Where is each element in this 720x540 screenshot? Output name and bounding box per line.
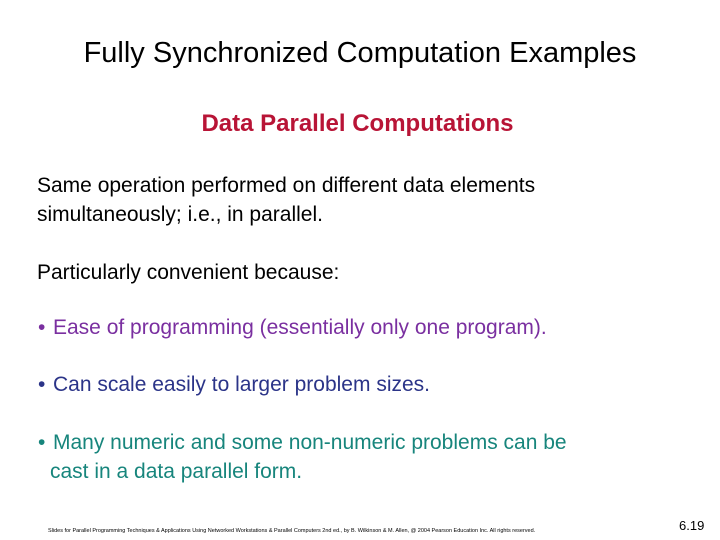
bullet-text: Ease of programming (essentially only one program). <box>53 316 547 339</box>
bullet-marker: • <box>38 373 46 396</box>
bullet-text: Can scale easily to larger problem sizes. <box>53 373 430 396</box>
bullet-text-continued: cast in a data parallel form. <box>50 460 303 483</box>
slide-title: Fully Synchronized Computation Examples <box>83 37 637 69</box>
bullet-item-scale <box>38 370 430 399</box>
bullet-marker: • <box>38 431 46 454</box>
copyright-footer: Slides for Parallel Programming Techniques & Applications Using Networked Workstations & Parallel Computers 2nd ed., by B. Wilkinson & M. Allen, @ 2004 Pearson Education Inc. All rights reserved. <box>48 528 536 534</box>
slide-subtitle: Data Parallel Computations <box>201 110 514 137</box>
bullet-item-numeric <box>38 428 567 486</box>
bullet-text: Many numeric and some non-numeric problems can be <box>53 431 567 454</box>
intro-line-1: Same operation performed on different data elements <box>37 174 536 197</box>
convenience-heading: Particularly convenient because: <box>37 261 340 284</box>
page-number: 6.19 <box>679 518 705 533</box>
bullet-marker: • <box>38 316 46 339</box>
intro-paragraph <box>37 171 535 229</box>
bullet-item-ease <box>38 313 547 342</box>
intro-line-2: simultaneously; i.e., in parallel. <box>37 203 323 226</box>
